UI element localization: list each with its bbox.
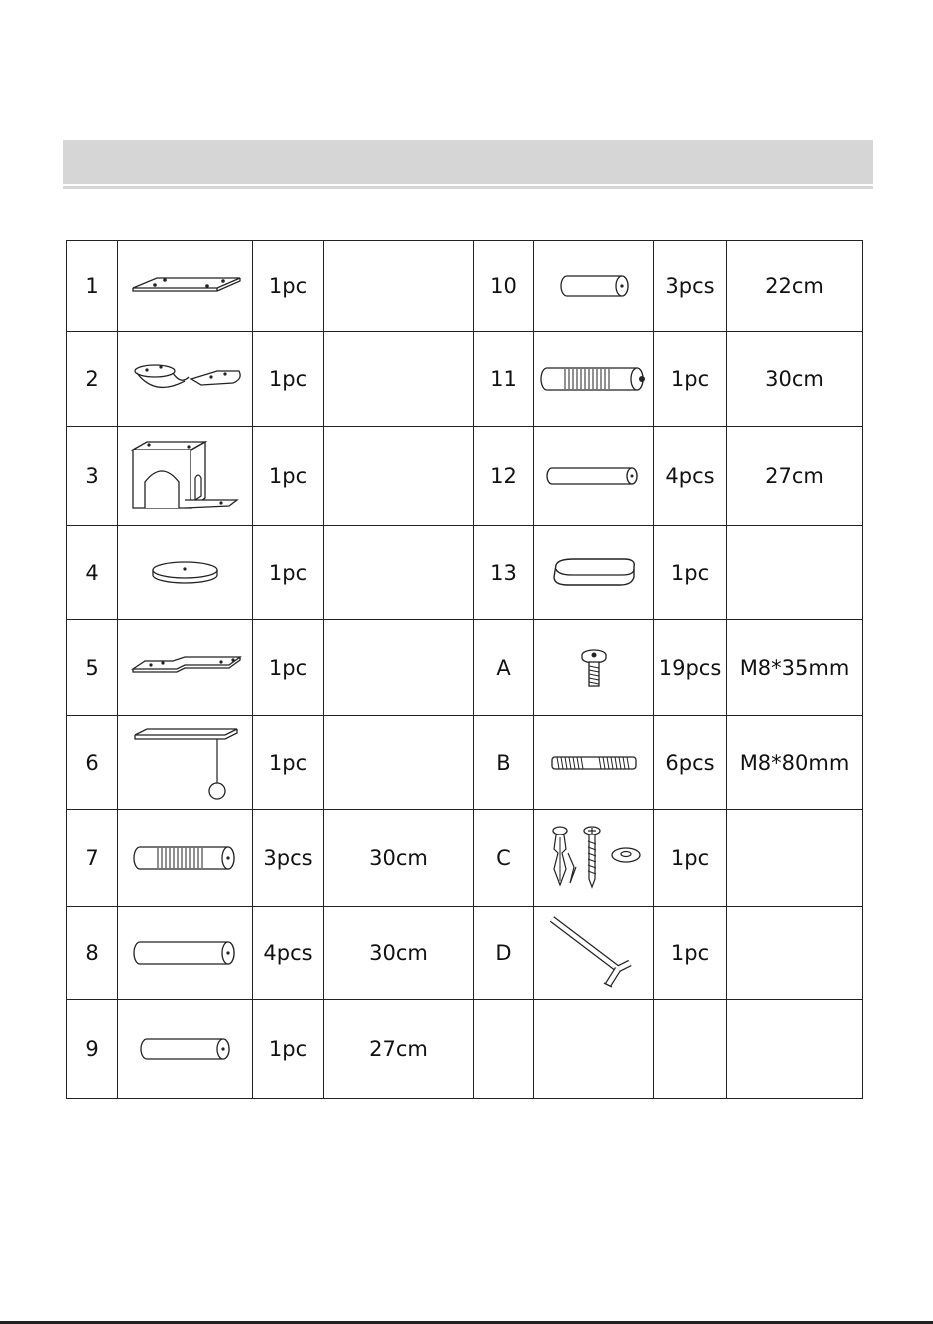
part-image	[118, 241, 253, 332]
pole-icon	[130, 938, 240, 968]
part-quantity: 1pc	[654, 810, 727, 907]
parts-row	[67, 620, 863, 716]
parts-row	[67, 241, 863, 332]
part-image	[534, 332, 654, 427]
part-id: C	[474, 810, 534, 907]
part-quantity: 1pc	[253, 332, 324, 427]
part-id: 8	[67, 907, 118, 1000]
part-image	[534, 241, 654, 332]
sisal-pole-icon	[130, 843, 240, 873]
part-size	[727, 1000, 863, 1099]
short-pole-icon	[135, 1034, 235, 1064]
parts-row	[67, 332, 863, 427]
part-quantity: 6pcs	[654, 716, 727, 810]
base-board-icon	[125, 653, 245, 683]
part-id: 4	[67, 526, 118, 620]
part-id: A	[474, 620, 534, 716]
part-quantity: 1pc	[654, 332, 727, 427]
part-image	[534, 1000, 654, 1099]
part-size: 30cm	[324, 907, 474, 1000]
part-image	[534, 907, 654, 1000]
short-pole-icon	[554, 271, 634, 301]
part-quantity: 1pc	[253, 241, 324, 332]
threaded-rod-icon	[549, 753, 639, 773]
sisal-pole-icon	[539, 364, 649, 394]
part-image	[118, 1000, 253, 1099]
board-icon	[125, 266, 245, 306]
part-quantity	[654, 1000, 727, 1099]
part-size: 30cm	[324, 810, 474, 907]
round-platform-icon	[145, 558, 225, 588]
section-header-bar	[63, 140, 873, 184]
part-size: 22cm	[727, 241, 863, 332]
part-image	[118, 332, 253, 427]
part-size: 27cm	[324, 1000, 474, 1099]
part-id	[474, 1000, 534, 1099]
parts-row	[67, 716, 863, 810]
part-quantity: 19pcs	[654, 620, 727, 716]
condo-icon	[125, 438, 245, 514]
pole-icon	[544, 463, 644, 489]
platform-with-ball-icon	[125, 725, 245, 801]
part-id: 3	[67, 427, 118, 526]
part-id: D	[474, 907, 534, 1000]
part-id: 13	[474, 526, 534, 620]
part-quantity: 1pc	[253, 526, 324, 620]
part-quantity: 1pc	[253, 427, 324, 526]
part-quantity: 4pcs	[654, 427, 727, 526]
part-image	[118, 907, 253, 1000]
part-id: 1	[67, 241, 118, 332]
part-image	[534, 810, 654, 907]
part-id: 9	[67, 1000, 118, 1099]
part-image	[118, 620, 253, 716]
part-quantity: 4pcs	[253, 907, 324, 1000]
part-image	[118, 526, 253, 620]
hammock-icon	[125, 357, 245, 401]
parts-row	[67, 427, 863, 526]
parts-row	[67, 810, 863, 907]
wall-anchor-kit-icon	[544, 823, 644, 893]
part-size	[324, 620, 474, 716]
part-id: 6	[67, 716, 118, 810]
part-id: 2	[67, 332, 118, 427]
part-size	[324, 716, 474, 810]
part-size	[727, 526, 863, 620]
part-id: B	[474, 716, 534, 810]
part-image	[534, 526, 654, 620]
part-id: 10	[474, 241, 534, 332]
part-quantity: 1pc	[654, 907, 727, 1000]
part-size: M8*80mm	[727, 716, 863, 810]
part-id: 7	[67, 810, 118, 907]
cushion-icon	[544, 555, 644, 591]
part-size	[324, 427, 474, 526]
part-quantity: 3pcs	[654, 241, 727, 332]
parts-row	[67, 907, 863, 1000]
part-quantity: 1pc	[253, 620, 324, 716]
part-size	[727, 907, 863, 1000]
part-size	[324, 241, 474, 332]
screw-icon	[574, 646, 614, 690]
part-quantity: 1pc	[253, 716, 324, 810]
part-size	[727, 810, 863, 907]
section-header-rule	[63, 186, 873, 189]
part-image	[118, 810, 253, 907]
part-image	[118, 427, 253, 526]
part-quantity: 1pc	[253, 1000, 324, 1099]
part-size: M8*35mm	[727, 620, 863, 716]
part-id: 5	[67, 620, 118, 716]
part-image	[534, 620, 654, 716]
parts-list-table	[66, 240, 863, 1099]
part-size: 30cm	[727, 332, 863, 427]
part-id: 11	[474, 332, 534, 427]
part-size	[324, 526, 474, 620]
parts-row	[67, 526, 863, 620]
allen-key-icon	[544, 913, 644, 993]
part-id: 12	[474, 427, 534, 526]
part-image	[118, 716, 253, 810]
part-size: 27cm	[727, 427, 863, 526]
part-quantity: 3pcs	[253, 810, 324, 907]
part-size	[324, 332, 474, 427]
part-image	[534, 716, 654, 810]
part-quantity: 1pc	[654, 526, 727, 620]
parts-row	[67, 1000, 863, 1099]
part-image	[534, 427, 654, 526]
